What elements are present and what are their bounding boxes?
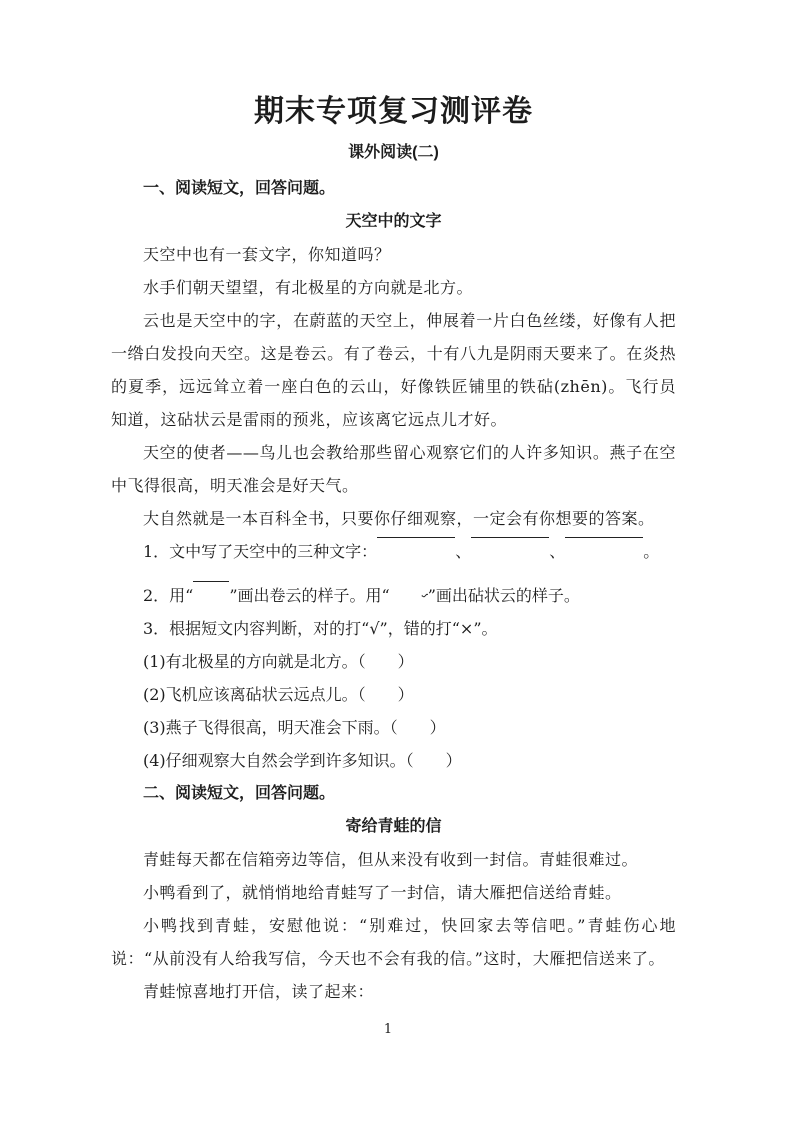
passage2-paragraph: 青蛙惊喜地打开信，读了起来： bbox=[143, 982, 375, 1001]
page-subtitle: 课外阅读(二) bbox=[348, 144, 439, 161]
answer-blank bbox=[377, 535, 455, 538]
question-1-text: 1．文中写了天空中的三种文字： bbox=[143, 542, 378, 561]
question-3: 3．根据短文内容判断，对的打“√”，错的打“×”。 bbox=[143, 619, 498, 638]
passage1-paragraph: 水手们朝天望望，有北极星的方向就是北方。 bbox=[143, 278, 474, 297]
passage1-title: 天空中的文字 bbox=[345, 213, 442, 230]
passage2-paragraph: 青蛙每天都在信箱旁边等信，但从来没有收到一封信。青蛙很难过。 bbox=[143, 850, 639, 869]
section1-heading: 一、阅读短文，回答问题。 bbox=[143, 180, 336, 197]
question-1: 1．文中写了天空中的三种文字： 、 、 。 bbox=[111, 535, 676, 568]
judge-item-1: (1)有北极星的方向就是北方。（ ） bbox=[143, 652, 414, 671]
passage1-paragraph: 天空中也有一套文字，你知道吗？ bbox=[143, 245, 391, 264]
judge-item-3: (3)燕子飞得很高，明天准会下雨。（ ） bbox=[143, 718, 446, 737]
page-number: 1 bbox=[383, 1022, 393, 1037]
page-title: 期末专项复习测评卷 bbox=[254, 95, 533, 128]
section2-heading: 二、阅读短文，回答问题。 bbox=[143, 785, 336, 802]
answer-blank bbox=[565, 535, 643, 538]
passage1-paragraph: 云也是天空中的字，在蔚蓝的天空上，伸展着一片白色丝缕，好像有人把一绺白发投向天空。这是卷云。有了卷云，十有八九是阴雨天要来了。在炎热的夏季，远远耸立着一座白色的云山，好像铁匠铺里的铁砧(zhēn)。飞行员知道，这砧状云是雷雨的预兆，应该离它远点儿才好。 bbox=[111, 311, 676, 429]
passage1-paragraph: 天空的使者——鸟儿也会教给那些留心观察它们的人许多知识。燕子在空中飞得很高，明天准会是好天气。 bbox=[111, 443, 676, 495]
wavy-line-blank bbox=[390, 568, 428, 601]
passage2-paragraph: 小鸭看到了，就悄悄地给青蛙写了一封信，请大雁把信送给青蛙。 bbox=[143, 883, 622, 902]
answer-blank bbox=[471, 535, 549, 538]
straight-line-blank bbox=[193, 579, 229, 582]
judge-item-2: (2)飞机应该离砧状云远点儿。（ ） bbox=[143, 685, 414, 704]
passage1-paragraph: 大自然就是一本百科全书，只要你仔细观察，一定会有你想要的答案。 bbox=[143, 509, 655, 528]
passage2-title: 寄给青蛙的信 bbox=[345, 818, 442, 835]
passage2-paragraph: 小鸭找到青蛙，安慰他说：“别难过，快回家去等信吧。”青蛙伤心地说：“从前没有人给我写信，今天也不会有我的信。”这时，大雁把信送来了。 bbox=[111, 916, 676, 968]
question-2: 2．用“ ”画出卷云的样子。用“ ”画出砧状云的样子。 bbox=[111, 568, 676, 612]
judge-item-4: (4)仔细观察大自然会学到许多知识。（ ） bbox=[143, 751, 462, 770]
question-2-text: 2．用“ bbox=[143, 586, 194, 605]
